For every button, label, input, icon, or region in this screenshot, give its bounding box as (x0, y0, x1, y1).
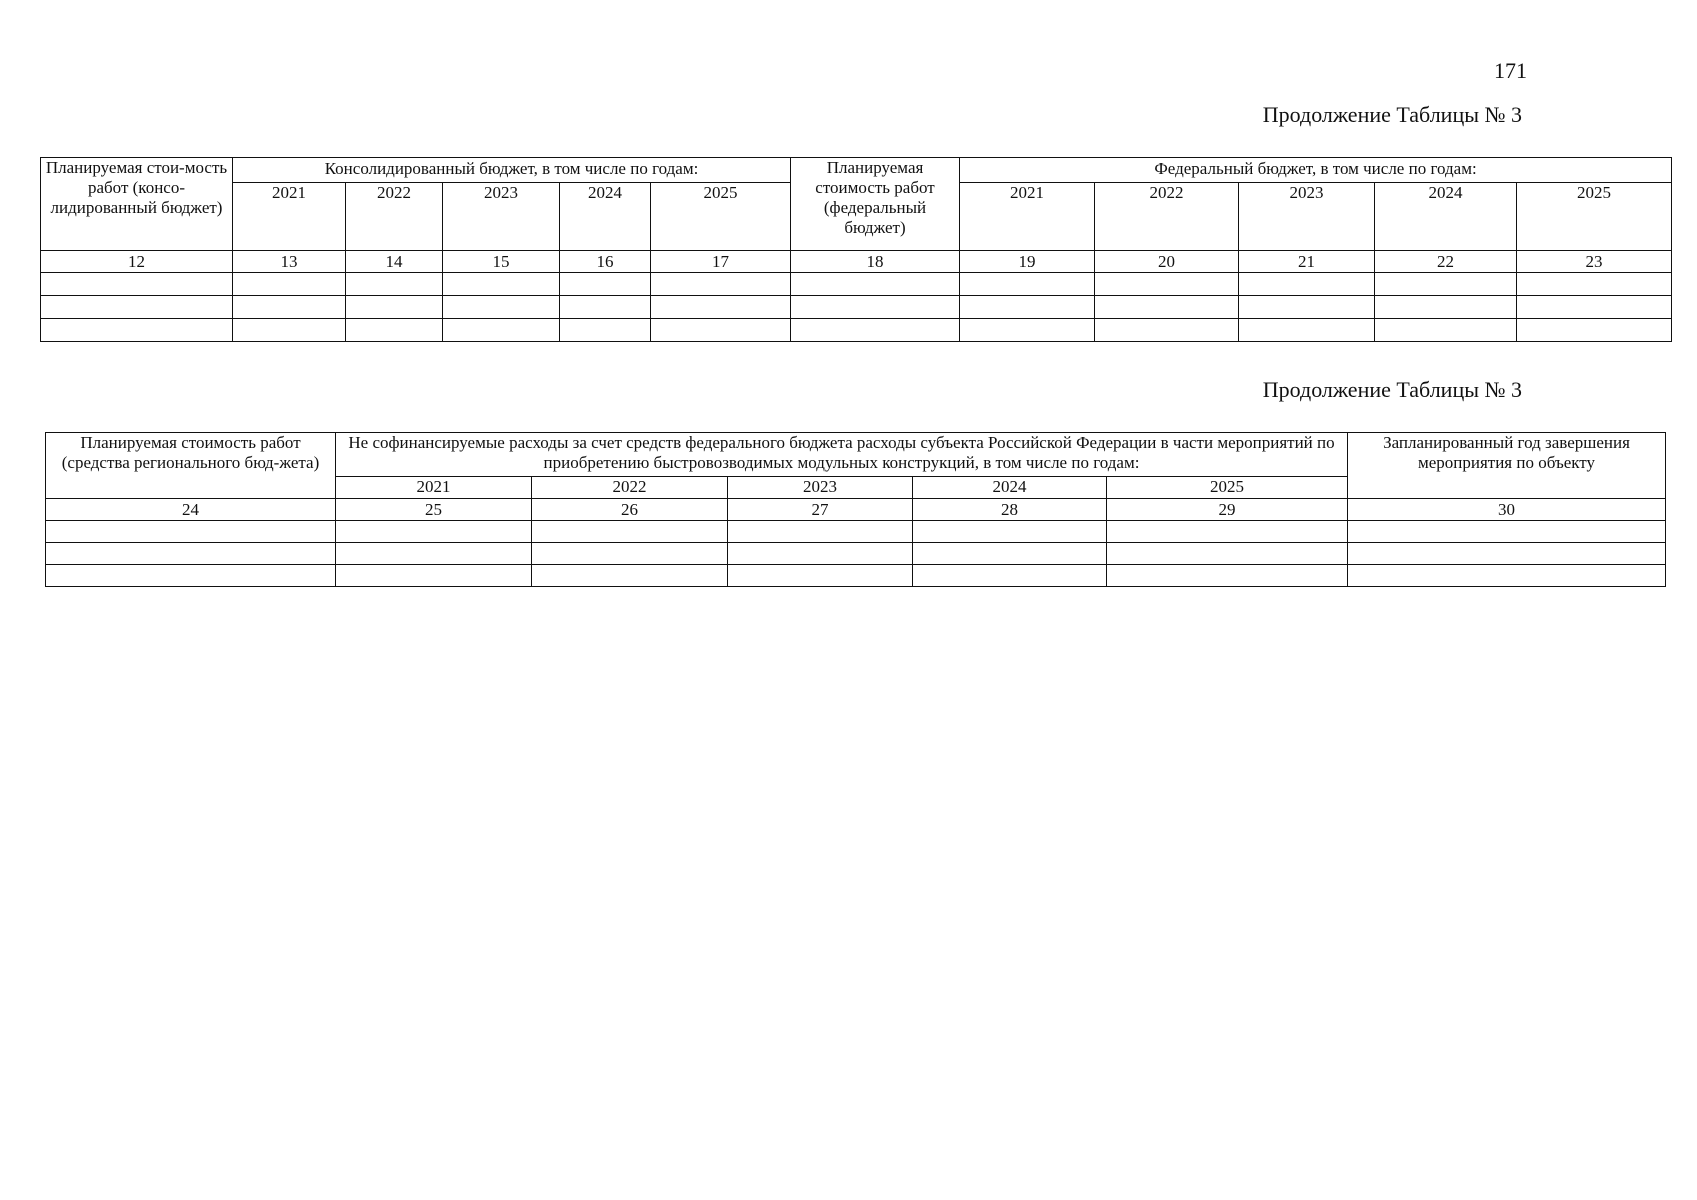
year-header: 2023 (728, 477, 913, 499)
year-header: 2022 (346, 183, 443, 251)
column-number: 18 (791, 251, 960, 273)
empty-cell (443, 296, 560, 319)
empty-cell (46, 521, 336, 543)
empty-cell (1517, 319, 1672, 342)
empty-cell (1095, 273, 1239, 296)
empty-cell (346, 319, 443, 342)
table-1 (40, 157, 1672, 342)
column-number: 30 (1348, 499, 1666, 521)
table-2 (45, 432, 1666, 587)
column-number: 21 (1239, 251, 1375, 273)
column-number: 15 (443, 251, 560, 273)
empty-cell (1239, 273, 1375, 296)
empty-cell (1107, 543, 1348, 565)
empty-cell (443, 319, 560, 342)
empty-cell (1348, 521, 1666, 543)
header-planned-cost-regional: Планируемая стоимость работ (средства регионального бюд-жета) (46, 433, 336, 499)
empty-cell (560, 296, 651, 319)
empty-cell (560, 273, 651, 296)
empty-cell (1348, 543, 1666, 565)
empty-cell (728, 521, 913, 543)
empty-cell (336, 543, 532, 565)
empty-cell (913, 543, 1107, 565)
empty-cell (1239, 296, 1375, 319)
table-row (46, 543, 1666, 565)
column-number: 20 (1095, 251, 1239, 273)
column-number: 23 (1517, 251, 1672, 273)
empty-cell (346, 273, 443, 296)
empty-cell (532, 565, 728, 587)
empty-cell (1095, 319, 1239, 342)
header-planned-cost-consolidated: Планируемая стои-мость работ (консо-лидированный бюджет) (41, 158, 233, 251)
empty-cell (651, 319, 791, 342)
empty-cell (346, 296, 443, 319)
empty-cell (651, 273, 791, 296)
empty-cell (46, 543, 336, 565)
empty-cell (1348, 565, 1666, 587)
empty-cell (791, 319, 960, 342)
empty-cell (532, 521, 728, 543)
header-planned-cost-federal: Планируемая стоимость работ (федеральный бюджет) (791, 158, 960, 251)
year-header: 2025 (1107, 477, 1348, 499)
empty-cell (233, 296, 346, 319)
empty-cell (913, 521, 1107, 543)
table-1-caption: Продолжение Таблицы № 3 (1262, 102, 1522, 127)
header-completion-year: Запланированный год завершения мероприятия по объекту (1348, 433, 1666, 499)
table-row (46, 565, 1666, 587)
empty-cell (960, 273, 1095, 296)
empty-cell (233, 319, 346, 342)
empty-cell (443, 273, 560, 296)
header-federal-budget: Федеральный бюджет, в том числе по годам: (960, 158, 1672, 183)
column-number: 13 (233, 251, 346, 273)
empty-cell (791, 273, 960, 296)
empty-cell (1375, 273, 1517, 296)
year-header: 2023 (443, 183, 560, 251)
column-number: 28 (913, 499, 1107, 521)
empty-cell (1375, 296, 1517, 319)
year-header: 2021 (960, 183, 1095, 251)
empty-cell (336, 565, 532, 587)
column-number: 17 (651, 251, 791, 273)
year-header: 2023 (1239, 183, 1375, 251)
empty-cell (532, 543, 728, 565)
column-number-row (41, 251, 1672, 273)
year-header: 2024 (1375, 183, 1517, 251)
empty-cell (336, 521, 532, 543)
empty-cell (41, 273, 233, 296)
empty-cell (728, 565, 913, 587)
table-row (46, 521, 1666, 543)
empty-cell (1517, 273, 1672, 296)
column-number: 22 (1375, 251, 1517, 273)
year-header: 2022 (1095, 183, 1239, 251)
table-row (41, 319, 1672, 342)
empty-cell (41, 296, 233, 319)
page-number: 171 (1494, 58, 1527, 83)
column-number: 14 (346, 251, 443, 273)
column-number: 24 (46, 499, 336, 521)
empty-cell (960, 296, 1095, 319)
empty-cell (1107, 521, 1348, 543)
empty-cell (1095, 296, 1239, 319)
year-header: 2022 (532, 477, 728, 499)
empty-cell (560, 319, 651, 342)
empty-cell (651, 296, 791, 319)
table-2-caption: Продолжение Таблицы № 3 (1262, 377, 1522, 402)
year-header: 2021 (336, 477, 532, 499)
column-number: 25 (336, 499, 532, 521)
empty-cell (913, 565, 1107, 587)
empty-cell (41, 319, 233, 342)
empty-cell (46, 565, 336, 587)
empty-cell (791, 296, 960, 319)
table-row (41, 296, 1672, 319)
column-number: 12 (41, 251, 233, 273)
year-header: 2021 (233, 183, 346, 251)
empty-cell (1375, 319, 1517, 342)
column-number-row (46, 499, 1666, 521)
column-number: 16 (560, 251, 651, 273)
year-header: 2025 (1517, 183, 1672, 251)
header-non-cofinanced-expenses: Не софинансируемые расходы за счет средств федерального бюджета расходы субъекта Российской Федерации в части мероприятий по приобретению быстровозводимых модульных конструкций, в том числе по годам: (336, 433, 1348, 477)
column-number: 26 (532, 499, 728, 521)
column-number: 29 (1107, 499, 1348, 521)
empty-cell (960, 319, 1095, 342)
year-header: 2025 (651, 183, 791, 251)
empty-cell (233, 273, 346, 296)
empty-cell (1107, 565, 1348, 587)
empty-cell (1239, 319, 1375, 342)
year-header: 2024 (560, 183, 651, 251)
year-header: 2024 (913, 477, 1107, 499)
empty-cell (1517, 296, 1672, 319)
table-row (41, 273, 1672, 296)
column-number: 19 (960, 251, 1095, 273)
empty-cell (728, 543, 913, 565)
header-consolidated-budget: Консолидированный бюджет, в том числе по годам: (233, 158, 791, 183)
column-number: 27 (728, 499, 913, 521)
